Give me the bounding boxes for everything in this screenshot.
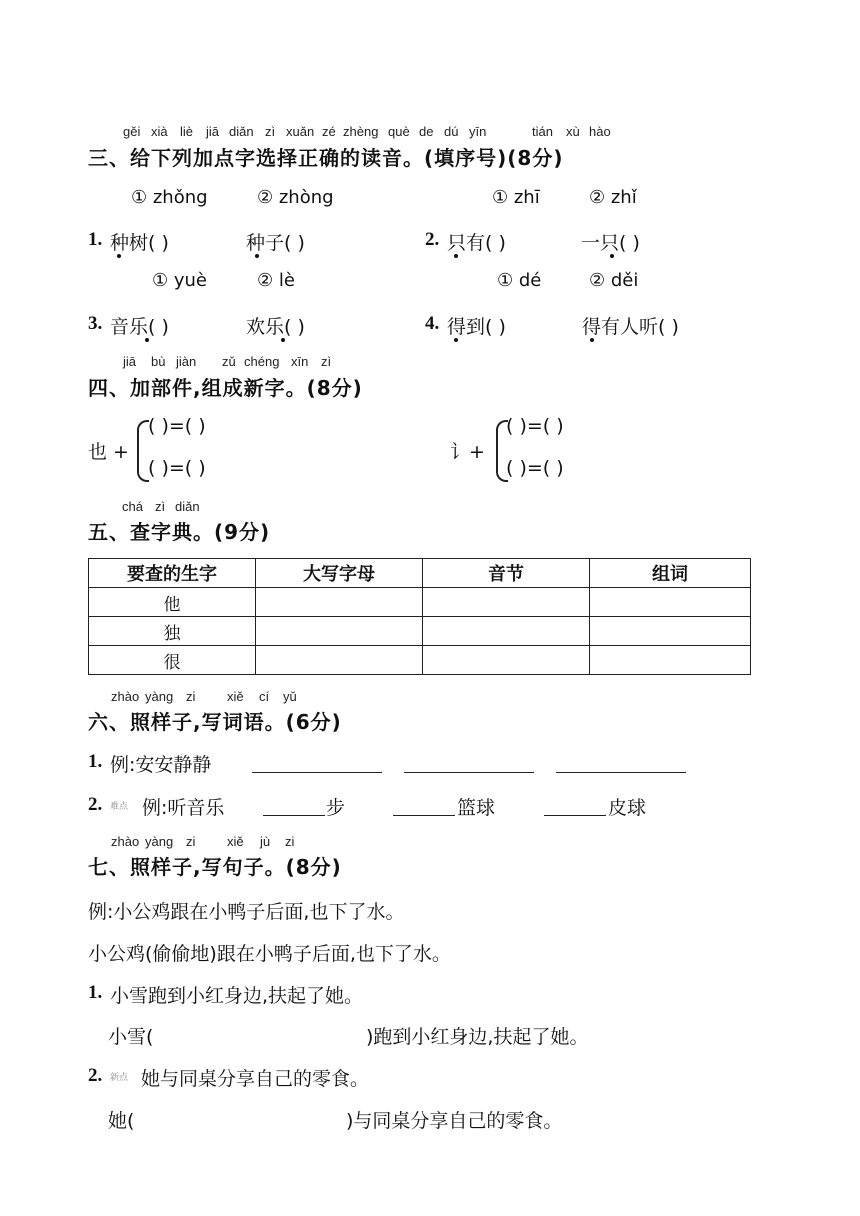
answer-cell[interactable] — [590, 588, 751, 617]
answer-line[interactable] — [556, 772, 686, 773]
question-item: 只有( ) — [447, 232, 506, 254]
emphasis-dot — [145, 338, 149, 342]
section-title: 七、照样子,写句子。(8分) — [88, 855, 342, 879]
question-item: 得到( ) — [447, 316, 506, 338]
answer-suffix: )跑到小红身边,扶起了她。 — [366, 1026, 589, 1048]
question-number: 2. — [88, 794, 103, 815]
answer-cell[interactable] — [256, 646, 423, 675]
question-number: 2. — [88, 1065, 103, 1086]
pinyin: diǎn — [229, 124, 254, 139]
pinyin: zi — [186, 834, 196, 849]
answer-prefix: 她( — [108, 1110, 135, 1132]
option: ① dé — [497, 270, 542, 291]
pinyin: zhào — [111, 834, 140, 849]
pinyin: xià — [151, 124, 168, 139]
blank-line: ( )=( ) — [506, 415, 564, 437]
emphasis-dot — [281, 338, 285, 342]
answer-cell[interactable] — [256, 617, 423, 646]
pinyin: liè — [180, 124, 194, 139]
question-number: 1. — [88, 229, 103, 250]
table-row — [89, 646, 751, 675]
answer-prefix: 小雪( — [108, 1026, 154, 1048]
pinyin: dú — [444, 124, 459, 139]
answer-suffix: )与同桌分享自己的零食。 — [346, 1110, 563, 1132]
blank-line: ( )=( ) — [148, 457, 206, 479]
word-suffix: 步 — [326, 797, 346, 819]
option: ② zhòng — [257, 187, 334, 208]
pinyin: yīn — [469, 124, 487, 139]
answer-line[interactable] — [263, 815, 325, 816]
table-row — [89, 588, 751, 617]
example-text: 例:安安静静 — [110, 754, 212, 776]
option: ① yuè — [152, 270, 207, 291]
table-header: 大写字母 — [256, 559, 423, 588]
question-number: 2. — [425, 229, 440, 250]
question-item: 欢乐( ) — [246, 316, 305, 338]
emphasis-dot — [610, 254, 614, 258]
answer-cell[interactable] — [423, 646, 590, 675]
pinyin: zì — [155, 499, 166, 514]
question-item: 一只( ) — [581, 232, 640, 254]
pinyin: yàng — [145, 834, 174, 849]
pinyin: chá — [122, 499, 143, 514]
table-row — [89, 617, 751, 646]
option: ① zhǒng — [131, 187, 208, 208]
table-header: 音节 — [423, 559, 590, 588]
pinyin: xiě — [227, 834, 244, 849]
question-number: 1. — [88, 982, 103, 1003]
pinyin: jù — [260, 834, 271, 849]
answer-line[interactable] — [252, 772, 382, 773]
pinyin: yàng — [145, 689, 174, 704]
pinyin: diǎn — [175, 499, 200, 514]
pinyin: zì — [321, 354, 332, 369]
emphasis-dot — [454, 338, 458, 342]
question-item: 种子( ) — [246, 232, 305, 254]
answer-line[interactable] — [544, 815, 606, 816]
answer-line[interactable] — [404, 772, 534, 773]
blank-line: ( )=( ) — [148, 415, 206, 437]
answer-cell[interactable] — [590, 646, 751, 675]
pinyin: zé — [322, 124, 336, 139]
pinyin: xiě — [227, 689, 244, 704]
base-char: 讠+ — [450, 441, 485, 463]
new-point-tag: 新点 — [110, 1073, 129, 1083]
pinyin: tián — [532, 124, 553, 139]
answer-cell[interactable] — [423, 588, 590, 617]
table-cell: 很 — [89, 646, 256, 675]
word-suffix: 篮球 — [457, 797, 496, 819]
section-title: 五、查字典。(9分) — [88, 520, 271, 544]
question-sentence: 小雪跑到小红身边,扶起了她。 — [110, 985, 364, 1007]
pinyin: hào — [589, 124, 611, 139]
option: ① zhī — [492, 187, 540, 208]
table-header: 组词 — [590, 559, 751, 588]
pinyin: xuǎn — [286, 124, 315, 139]
word-suffix: 皮球 — [608, 797, 647, 819]
pinyin: jiā — [123, 354, 137, 369]
blank-line: ( )=( ) — [506, 457, 564, 479]
section-title: 四、加部件,组成新字。(8分) — [88, 376, 363, 400]
base-char: 也 + — [88, 441, 129, 463]
pinyin: jiàn — [176, 354, 197, 369]
question-number: 4. — [425, 313, 440, 334]
option: ② zhǐ — [589, 187, 637, 208]
difficulty-tag: 难点 — [110, 802, 129, 812]
option: ② děi — [589, 270, 639, 291]
pinyin: zhào — [111, 689, 140, 704]
pinyin: zǔ — [222, 354, 236, 369]
question-item: 种树( ) — [110, 232, 169, 254]
pinyin: jiā — [206, 124, 220, 139]
pinyin: yǔ — [283, 689, 297, 704]
emphasis-dot — [454, 254, 458, 258]
pinyin: gěi — [123, 124, 141, 139]
pinyin: cí — [259, 689, 270, 704]
pinyin: xīn — [291, 354, 309, 369]
question-number: 3. — [88, 313, 103, 334]
question-item: 得有人听( ) — [582, 316, 679, 338]
section-title: 六、照样子,写词语。(6分) — [88, 710, 342, 734]
answer-cell[interactable] — [590, 617, 751, 646]
section-title: 三、给下列加点字选择正确的读音。(填序号)(8分) — [88, 146, 564, 170]
emphasis-dot — [255, 254, 259, 258]
pinyin: bù — [151, 354, 166, 369]
emphasis-dot — [590, 338, 594, 342]
table-cell: 他 — [89, 588, 256, 617]
example-sentence: 小公鸡(偷偷地)跟在小鸭子后面,也下了水。 — [88, 943, 451, 965]
answer-line[interactable] — [393, 815, 455, 816]
pinyin: zi — [285, 834, 295, 849]
question-item: 音乐( ) — [110, 316, 169, 338]
pinyin: de — [419, 124, 434, 139]
example-sentence: 例:小公鸡跟在小鸭子后面,也下了水。 — [88, 901, 405, 923]
pinyin: zi — [186, 689, 196, 704]
pinyin: chéng — [244, 354, 280, 369]
dictionary-table — [88, 558, 751, 675]
answer-cell[interactable] — [256, 588, 423, 617]
question-number: 1. — [88, 751, 103, 772]
pinyin: zì — [265, 124, 276, 139]
pinyin: zhèng — [343, 124, 379, 139]
answer-cell[interactable] — [423, 617, 590, 646]
question-sentence: 她与同桌分享自己的零食。 — [141, 1068, 370, 1090]
emphasis-dot — [117, 254, 121, 258]
option: ② lè — [257, 270, 295, 291]
example-text: 例:听音乐 — [142, 797, 225, 819]
table-cell: 独 — [89, 617, 256, 646]
pinyin: xù — [566, 124, 580, 139]
table-header: 要查的生字 — [89, 559, 256, 588]
pinyin: què — [388, 124, 410, 139]
